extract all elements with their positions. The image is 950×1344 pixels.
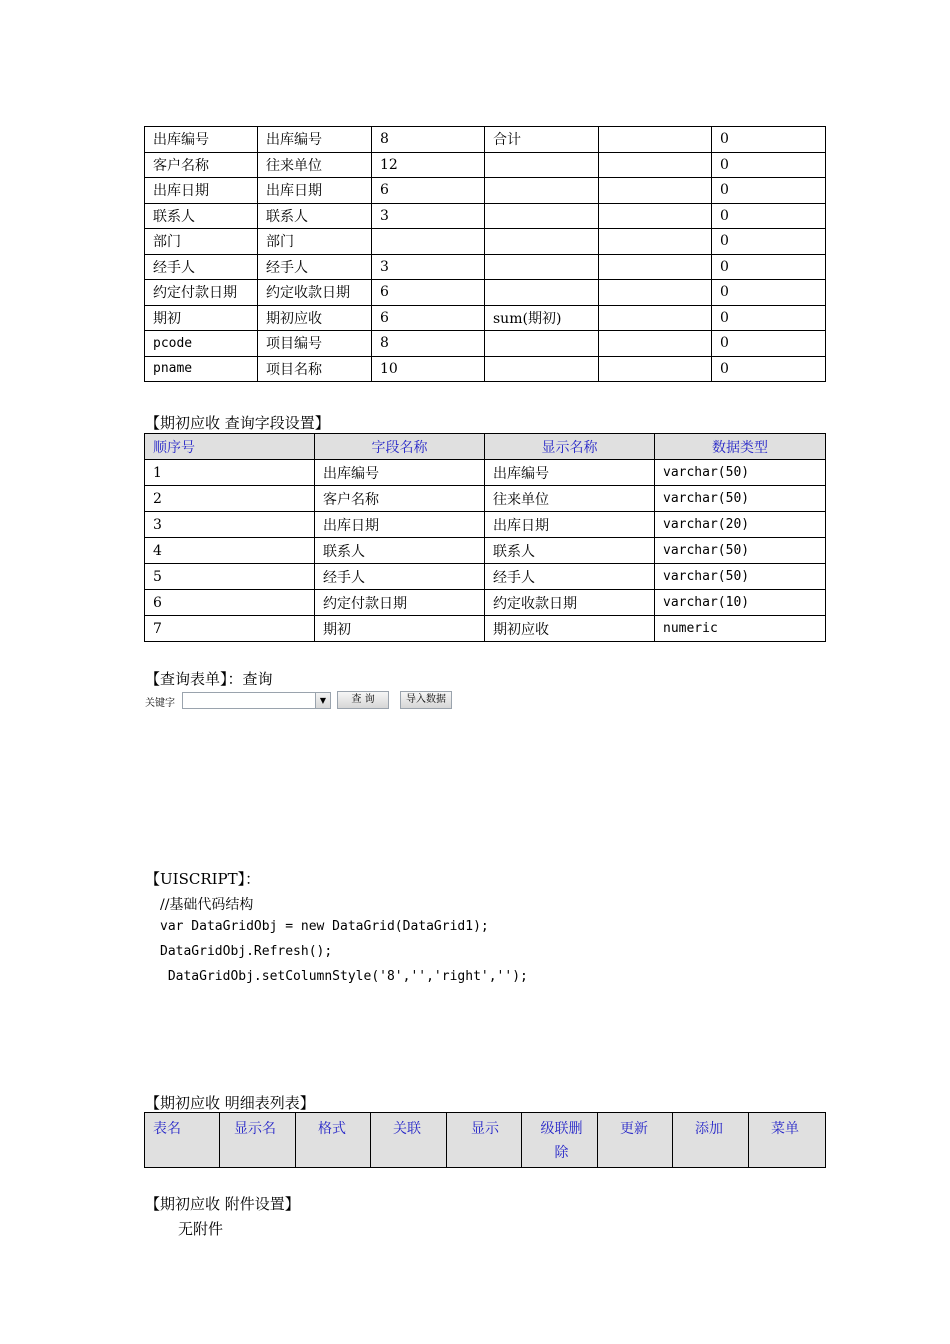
table-cell: 7: [145, 616, 315, 642]
table-cell: 约定付款日期: [315, 590, 485, 616]
table-cell: 出库日期: [485, 512, 655, 538]
table-cell: 6: [372, 178, 485, 204]
chevron-down-icon[interactable]: ▼: [315, 693, 330, 708]
table-cell: 0: [712, 254, 826, 280]
detail-heading: 【期初应收 明细表列表】: [145, 1094, 315, 1112]
table-cell: 联系人: [145, 203, 258, 229]
code-line: var DataGridObj = new DataGrid(DataGrid1);: [160, 919, 489, 934]
header-format: 格式: [296, 1113, 371, 1168]
table-row: [145, 616, 826, 642]
table-row: [145, 127, 826, 153]
table-row: [145, 590, 826, 616]
attachment-heading: 【期初应收 附件设置】: [145, 1195, 300, 1213]
table-cell: 经手人: [315, 564, 485, 590]
header-relation: 关联: [371, 1113, 447, 1168]
uiscript-heading: 【UISCRIPT】：: [145, 870, 261, 888]
table-row: [145, 305, 826, 331]
table-cell: 10: [372, 356, 485, 382]
table-cell: 0: [712, 331, 826, 357]
table-row: [145, 203, 826, 229]
table-cell: [599, 229, 712, 255]
header-display-name: 显示名称: [485, 434, 655, 460]
header-display: 显示: [447, 1113, 522, 1168]
table-cell: 期初应收: [258, 305, 372, 331]
table-cell: 8: [372, 127, 485, 153]
table-cell: 联系人: [258, 203, 372, 229]
table-cell: 出库编号: [258, 127, 372, 153]
table-cell: 项目名称: [258, 356, 372, 382]
table-cell: pname: [145, 356, 258, 382]
table-row: [145, 152, 826, 178]
table-row: [145, 356, 826, 382]
table-cell: [485, 280, 599, 306]
table-cell: 6: [372, 280, 485, 306]
table-cell: 期初应收: [485, 616, 655, 642]
table-cell: 3: [372, 203, 485, 229]
table-cell: 往来单位: [485, 486, 655, 512]
table-cell: 出库日期: [258, 178, 372, 204]
table-cell: 4: [145, 538, 315, 564]
header-cascade-delete: 级联删除: [522, 1113, 598, 1168]
table-cell: 联系人: [315, 538, 485, 564]
table-cell: 客户名称: [145, 152, 258, 178]
table-cell: 部门: [145, 229, 258, 255]
table-cell: 5: [145, 564, 315, 590]
table-cell: [599, 203, 712, 229]
table-cell: 3: [145, 512, 315, 538]
table-cell: 联系人: [485, 538, 655, 564]
header-data-type: 数据类型: [655, 434, 826, 460]
table-cell: 0: [712, 127, 826, 153]
table-cell: 6: [145, 590, 315, 616]
table-cell: 期初: [145, 305, 258, 331]
table-cell: [485, 229, 599, 255]
attachment-value: 无附件: [178, 1220, 224, 1238]
table-cell: 约定收款日期: [258, 280, 372, 306]
table-cell: 出库日期: [145, 178, 258, 204]
table-cell: 0: [712, 178, 826, 204]
table-cell: 6: [372, 305, 485, 331]
header-field-name: 字段名称: [315, 434, 485, 460]
header-display-name: 显示名: [220, 1113, 296, 1168]
table-row: [145, 229, 826, 255]
table-cell: [485, 152, 599, 178]
detail-list-table: [144, 1112, 826, 1168]
table-cell: [599, 127, 712, 153]
table-cell: varchar(10): [655, 590, 826, 616]
table-row: [145, 512, 826, 538]
table-cell: 8: [372, 331, 485, 357]
table-cell: [599, 178, 712, 204]
table-cell: varchar(50): [655, 538, 826, 564]
table-cell: 约定收款日期: [485, 590, 655, 616]
table-cell: 1: [145, 460, 315, 486]
table-cell: 出库编号: [485, 460, 655, 486]
query-form-heading: 【查询表单】：查询: [145, 670, 273, 688]
keyword-combobox[interactable]: [182, 692, 331, 709]
table-cell: 出库编号: [145, 127, 258, 153]
header-update: 更新: [598, 1113, 673, 1168]
table-cell: 经手人: [258, 254, 372, 280]
header-table-name: 表名: [145, 1113, 220, 1168]
table-cell: 出库编号: [315, 460, 485, 486]
table-cell: [485, 254, 599, 280]
table-cell: [599, 254, 712, 280]
table-cell: varchar(50): [655, 486, 826, 512]
table-cell: 0: [712, 152, 826, 178]
table-cell: 经手人: [485, 564, 655, 590]
table-cell: 12: [372, 152, 485, 178]
table-cell: 0: [712, 305, 826, 331]
table-cell: [485, 203, 599, 229]
header-add: 添加: [673, 1113, 749, 1168]
header-menu: 菜单: [749, 1113, 826, 1168]
table-cell: 2: [145, 486, 315, 512]
table-row: [145, 331, 826, 357]
table-cell: varchar(20): [655, 512, 826, 538]
import-data-button[interactable]: 导入数据: [400, 691, 452, 709]
table-cell: 期初: [315, 616, 485, 642]
table-cell: numeric: [655, 616, 826, 642]
table-row: [145, 460, 826, 486]
table-cell: 出库日期: [315, 512, 485, 538]
table-cell: sum(期初): [485, 305, 599, 331]
table-cell: [599, 305, 712, 331]
table-row: [145, 538, 826, 564]
table-row: [145, 178, 826, 204]
table-cell: 客户名称: [315, 486, 485, 512]
table-cell: 3: [372, 254, 485, 280]
table-cell: 经手人: [145, 254, 258, 280]
table-cell: varchar(50): [655, 460, 826, 486]
table-row: [145, 254, 826, 280]
table-cell: [485, 356, 599, 382]
table-cell: 合计: [485, 127, 599, 153]
table-cell: 往来单位: [258, 152, 372, 178]
code-line: DataGridObj.setColumnStyle('8','','right','');: [160, 969, 528, 984]
table-cell: 0: [712, 229, 826, 255]
table-cell: [372, 229, 485, 255]
code-line: DataGridObj.Refresh();: [160, 944, 333, 959]
query-fields-heading: 【期初应收 查询字段设置】: [145, 414, 330, 432]
table-cell: [599, 280, 712, 306]
table-row: [145, 486, 826, 512]
keyword-label: 关键字: [145, 698, 175, 709]
table-cell: 项目编号: [258, 331, 372, 357]
table-cell: 0: [712, 356, 826, 382]
query-button[interactable]: 查 询: [337, 691, 389, 709]
table-cell: [599, 152, 712, 178]
query-fields-table: [144, 433, 826, 642]
table-cell: [485, 331, 599, 357]
table-row: [145, 564, 826, 590]
table-cell: 约定付款日期: [145, 280, 258, 306]
header-seq: 顺序号: [145, 434, 315, 460]
table-cell: [599, 331, 712, 357]
table-cell: 部门: [258, 229, 372, 255]
table-cell: [599, 356, 712, 382]
table-cell: [485, 178, 599, 204]
table-cell: pcode: [145, 331, 258, 357]
table-cell: varchar(50): [655, 564, 826, 590]
table-cell: 0: [712, 280, 826, 306]
field-settings-table: [144, 126, 826, 382]
table-cell: 0: [712, 203, 826, 229]
table-row: [145, 280, 826, 306]
code-comment: //基础代码结构: [160, 897, 254, 913]
